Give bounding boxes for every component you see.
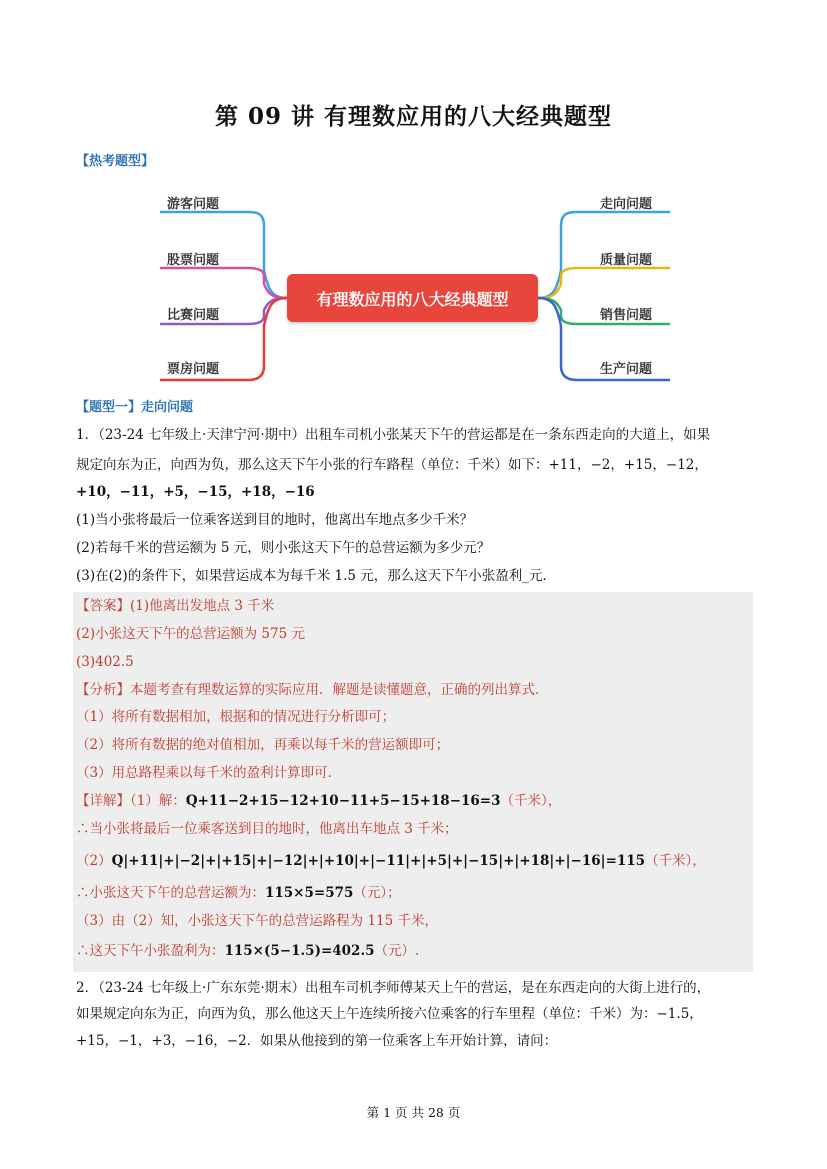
mindmap-node-sales: 销售问题 [600, 308, 653, 323]
detail-4-expression: 115×5=575 [265, 885, 354, 901]
section-heading: 【题型一】走向问题 [76, 400, 194, 415]
mindmap-node-quality: 质量问题 [600, 253, 653, 268]
detail-3-expression: Q|+11|+|−2|+|+15|+|−12|+|+10|+|−11|+|+5|+|−15|+|+18|+|−16|=115 [111, 853, 646, 869]
detail-1-unit: （千米）， [500, 793, 562, 809]
analysis-intro: 【分析】本题考查有理数运算的实际应用．解题是读懂题意，正确的列出算式． [76, 682, 549, 698]
mindmap-center-node: 有理数应用的八大经典题型 [287, 274, 538, 322]
detail-3-label: （2） [76, 853, 112, 869]
q1-part-3: (3)在(2)的条件下，如果营运成本为每千米 1.5 元，那么这天下午小张盈利_元． [76, 568, 557, 584]
q1-part-1: (1)当小张将最后一位乘客送到目的地时，他离出车地点多少千米？ [76, 512, 474, 528]
detail-1 [76, 791, 561, 811]
answer-1: 【答案】(1)他离出发地点 3 千米 [76, 598, 275, 614]
analysis-step-1: （1）将所有数据相加，根据和的情况进行分析即可； [76, 709, 396, 725]
detail-4-unit: （元）； [353, 885, 401, 901]
q2-line-3: +15，−1，+3，−16，−2．如果从他接到的第一位乘客上车开始计算，请问： [76, 1033, 558, 1049]
mindmap-branches [0, 0, 827, 400]
detail-2: ∴当小张将最后一位乘客送到目的地时，他离出车地点 3 千米； [76, 821, 458, 837]
mindmap [0, 0, 827, 400]
q1-part-2: (2)若每千米的营运额为 5 元，则小张这天下午的总营运额为多少元？ [76, 540, 491, 556]
detail-6-unit: （元）. [374, 943, 420, 959]
detail-6-expression: 115×(5−1.5)=402.5 [224, 943, 375, 959]
page-title: 第 09 讲 有理数应用的八大经典题型 [214, 103, 613, 130]
detail-4-label: ∴小张这天下午的总营运额为： [76, 885, 265, 901]
analysis-step-3: （3）用总路程乘以每千米的盈利计算即可． [76, 765, 342, 781]
mindmap-node-match: 比赛问题 [167, 308, 220, 323]
detail-6-label: ∴这天下午小张盈利为： [76, 943, 225, 959]
mindmap-node-direction: 走向问题 [600, 197, 653, 212]
mindmap-node-tourist: 游客问题 [167, 197, 220, 212]
mindmap-node-boxoffice: 票房问题 [167, 362, 220, 377]
detail-6 [76, 941, 419, 961]
detail-3-unit: （千米）， [645, 853, 706, 869]
detail-3 [76, 851, 706, 871]
detail-1-label: 【详解】（1）解： [76, 793, 186, 809]
q1-line-2: 规定向东为正，向西为负，那么这天下午小张的行车路程（单位：千米）如下：+11，−2，+15，−12， [76, 457, 708, 473]
answer-2: (2)小张这天下午的总营运额为 575 元 [76, 626, 305, 642]
q2-line-1: 2．（23-24 七年级上·广东东莞·期末）出租车司机李师傅某天上午的营运，是在东西走向的大街上进行的， [76, 980, 711, 996]
q2-line-2: 如果规定向东为正，向西为负，那么他这天上午连续所接六位乘客的行车里程（单位：千米）为：−1.5， [76, 1006, 703, 1022]
detail-5: （3）由（2）知，小张这天下午的总营运路程为 115 千米， [76, 913, 439, 929]
detail-4 [76, 883, 401, 903]
mindmap-node-production: 生产问题 [600, 362, 653, 377]
mindmap-node-stock: 股票问题 [167, 253, 220, 268]
detail-1-expression: Q+11−2+15−12+10−11+5−15+18−16=3 [185, 793, 501, 809]
analysis-step-2: （2）将所有数据的绝对值相加，再乘以每千米的营运额即可； [76, 737, 450, 753]
q1-line-3: +10，−11，+5，−15，+18，−16 [76, 484, 315, 500]
page-footer: 第 1 页 共 28 页 [366, 1105, 461, 1120]
hot-topics-label: 【热考题型】 [76, 154, 155, 169]
q1-line-1: 1．（23-24 七年级上·天津宁河·期中）出租车司机小张某天下午的营运都是在一条东西走向的大道上，如果 [76, 427, 711, 443]
answer-3: (3)402.5 [76, 654, 134, 670]
